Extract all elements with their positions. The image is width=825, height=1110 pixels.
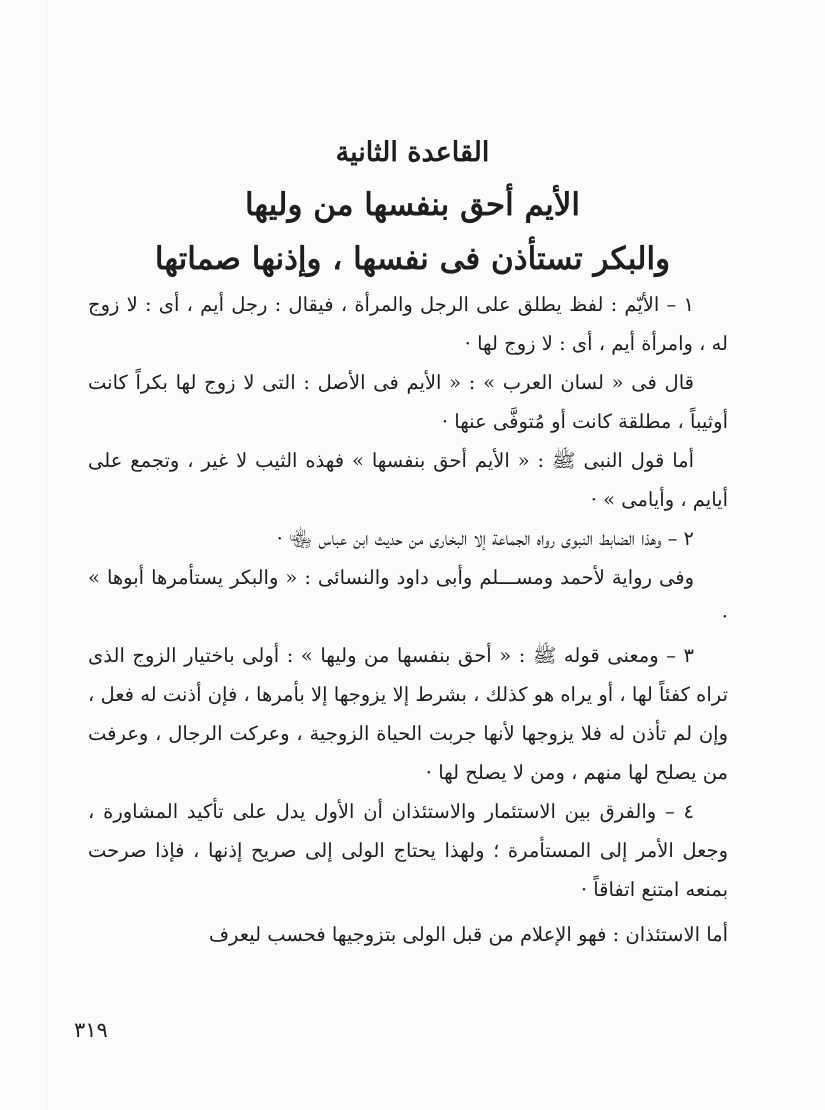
paragraph-7: ٤ – والفرق بين الاستئمار والاستئذان أن الأول يدل على تأكيد المشاورة ، وجعل الأمر إلى المستأمرة ؛ ولهذا يحتاج الولى إلى صريح إذنها ، فإذا صرحت بمنعه امتنع اتفاقاً · xyxy=(88,800,728,901)
paragraph-5: وفى رواية لأحمد ومســـلم وأبى داود والنسائى : « والبكر يستأمرها أبوها » · xyxy=(88,566,728,628)
paragraph-2: قال فى « لسان العرب » : « الأيم فى الأصل : التى لا زوج لها بكراً كانت أوثيباً ، مطلقة كانت أو مُتوفَّى عنها · xyxy=(88,371,728,433)
page-fold-shadow xyxy=(46,0,47,1110)
chapter-headings xyxy=(60,128,765,286)
rule-heading-line-1: الأيم أحق بنفسها من وليها xyxy=(244,187,581,223)
paragraph-1: ١ – الأيّم : لفظ يطلق على الرجل والمرأة ، فيقال : رجل أيم ، أى : لا زوج له ، وامرأة أيم ، أى : لا زوج لها · xyxy=(88,293,728,355)
paragraph-8: أما الاستئذان : فهو الإعلام من قبل الولى بتزوجيها فحسب ليعرف xyxy=(208,923,728,946)
paragraph-6: ٣ – ومعنى قوله ﷺ : « أحق بنفسها من وليها » : أولى باختيار الزوج الذى تراه كفئاً لها ، أو يراه هو كذلك ، بشرط إلا يزوجها إلا بأمرها ، فإن أذنت له فعل ، وإن لم تأذن له فلا يزوجها لأنها جربت الحياة الزوجية ، وعركت الرجال ، وعرفت من يصلح لها منهم ، ومن لا يصلح لها · xyxy=(88,644,728,784)
page-number: ٣١٩ xyxy=(74,1018,108,1042)
body-text xyxy=(88,285,728,954)
paragraph-3: أما قول النبى ﷺ : « الأيم أحق بنفسها » فهذه الثيب لا غير ، وتجمع على أيايم ، وأيامى » · xyxy=(88,449,728,511)
rule-heading-line-2: والبكر تستأذن فى نفسها ، وإذنها صماتها xyxy=(154,241,671,277)
chapter-title: القاعدة الثانية xyxy=(335,137,490,168)
paragraph-4: ٢ – وهذا الضابط النبوى رواه الجماعة إلا البخارى من حديث ابن عباس ﵄ · xyxy=(276,527,694,550)
